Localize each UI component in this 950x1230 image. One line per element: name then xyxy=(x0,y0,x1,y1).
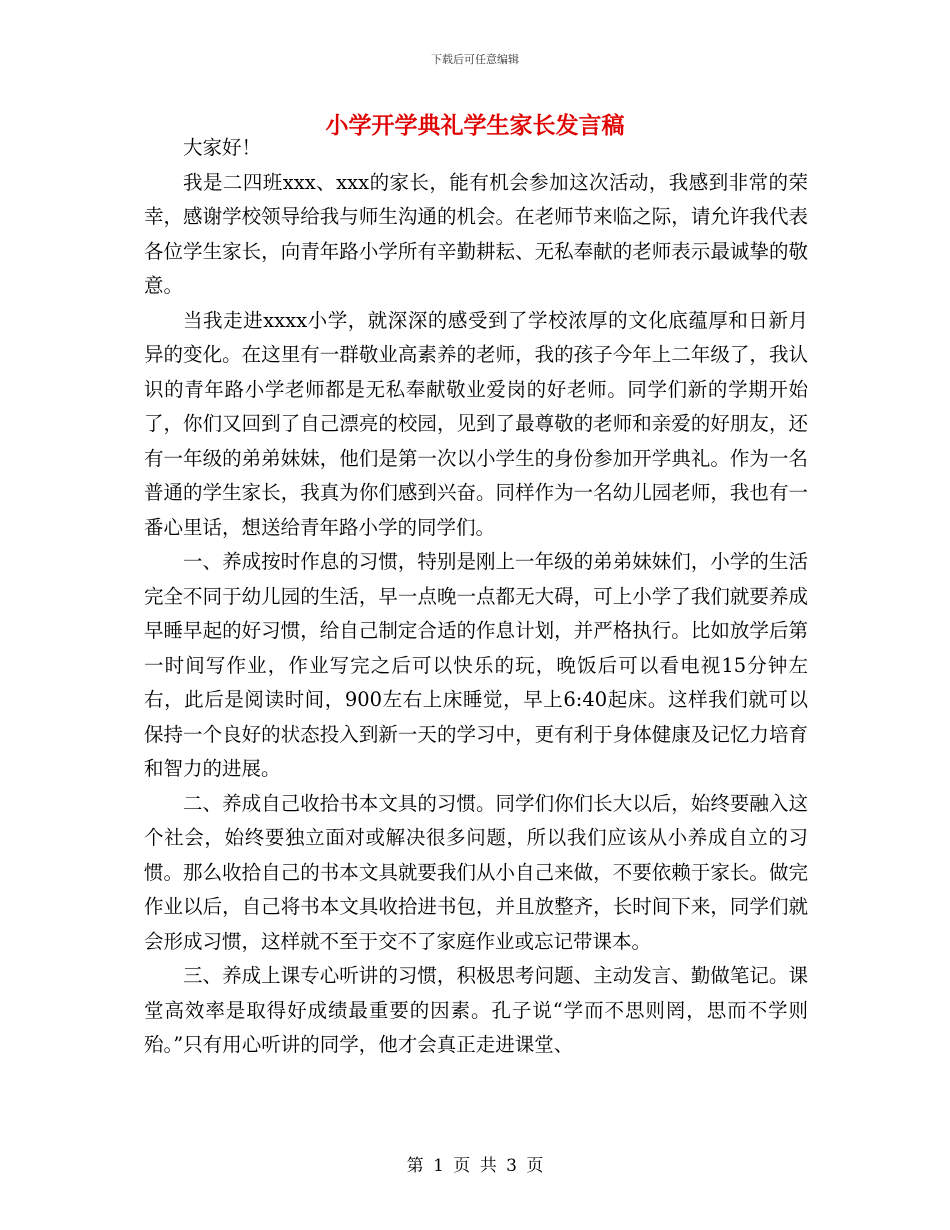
header-note: 下载后可任意编辑 xyxy=(431,53,519,66)
page-number-footer: 第 1 页 共 3 页 xyxy=(406,1156,544,1176)
greeting-paragraph: 大家好！ xyxy=(183,136,262,159)
document-body xyxy=(144,131,808,1063)
paragraph-introduction: 我是二四班xxx、xxx的家长，能有机会参加这次活动，我感到非常的荣幸，感谢学校领导给我与师生沟通的机会。在老师节来临之际，请允许我代表各位学生家长，向青年路小学所有辛勤耕耘、无私奉献的老师表示最诚挚的敬意。 xyxy=(144,170,808,297)
paragraph-habit-organizing: 二、养成自己收拾书本文具的习惯。同学们你们长大以后，始终要融入这个社会，始终要独立面对或解决很多问题，所以我们应该从小养成自立的习惯。那么收拾自己的书本文具就要我们从小自己来做，不要依赖于家长。做完作业以后，自己将书本文具收拾进书包，并且放整齐，长时间下来，同学们就会形成习惯，这样就不至于交不了家庭作业或忘记带课本。 xyxy=(144,791,808,953)
paragraph-habit-schedule: 一、养成按时作息的习惯，特别是刚上一年级的弟弟妹妹们，小学的生活完全不同于幼儿园的生活，早一点晚一点都无大碍，可上小学了我们就要养成早睡早起的好习惯，给自己制定合适的作息计划，并严格执行。比如放学后第一时间写作业，作业写完之后可以快乐的玩，晚饭后可以看电视15分钟左右，此后是阅读时间，900左右上床睡觉，早上6:40起床。这样我们就可以保持一个良好的状态投入到新一天的学习中，更有利于身体健康及记忆力培育和智力的进展。 xyxy=(144,550,808,780)
paragraph-school-impression: 当我走进xxxx小学，就深深的感受到了学校浓厚的文化底蕴厚和日新月异的变化。在这里有一群敬业高素养的老师，我的孩子今年上二年级了，我认识的青年路小学老师都是无私奉献敬业爱岗的好老师。同学们新的学期开始了，你们又回到了自己漂亮的校园，见到了最尊敬的老师和亲爱的好朋友，还有一年级的弟弟妹妹，他们是第一次以小学生的身份参加开学典礼。作为一名普通的学生家长，我真为你们感到兴奋。同样作为一名幼儿园老师，我也有一番心里话，想送给青年路小学的同学们。 xyxy=(144,308,808,539)
document-title: 小学开学典礼学生家长发言稿 xyxy=(325,112,625,139)
paragraph-habit-listening: 三、养成上课专心听讲的习惯，积极思考问题、主动发言、勤做笔记。课堂高效率是取得好成绩最重要的因素。孔子说“学而不思则罔，思而不学则殆。”只有用心听讲的同学，他才会真正走进课堂、 xyxy=(144,964,808,1056)
